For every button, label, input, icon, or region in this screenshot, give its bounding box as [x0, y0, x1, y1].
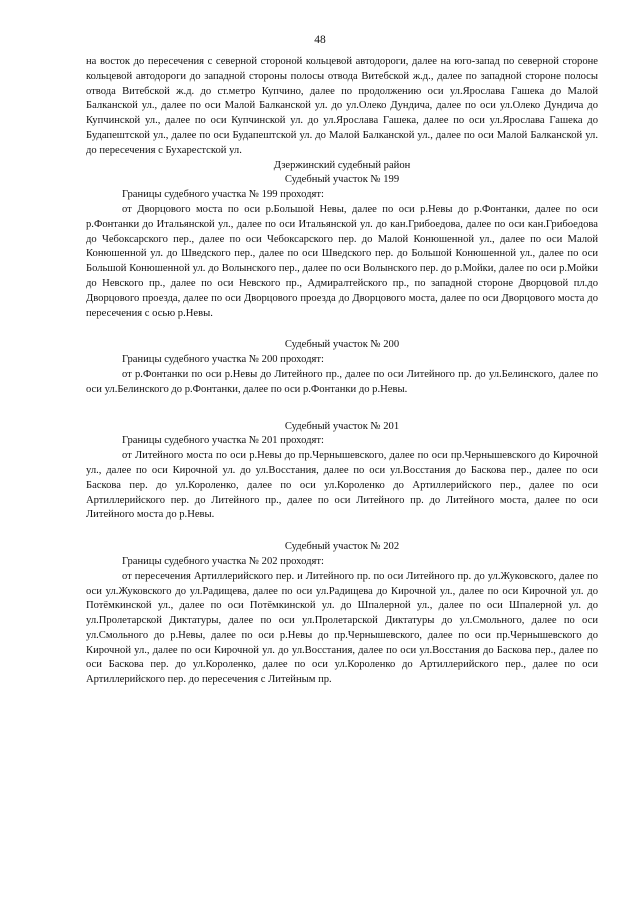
section-202: [86, 540, 598, 688]
section-title: Судебный участок № 201: [284, 420, 400, 432]
section-title: Судебный участок № 199: [284, 174, 400, 186]
section-199: [86, 173, 598, 321]
section-text: от р.Фонтанки по оси р.Невы до Литейного пр., далее по оси Литейного пр. до ул.Белинского, далее по оси ул.Белинского до р.Фонтанки, далее по оси р.Фонтанки до р.Невы.: [86, 368, 598, 395]
intro-paragraph: на восток до пересечения с северной стороной кольцевой автодороги, далее на юго-запад по северной стороне кольцевой автодороги до западной стороны полосы отвода Витебской ж.д., далее по западной стороне полосы отвода Витебской ж.д. до ст.метро Купчино, далее по продолжению оси ул.Ярослава Гашека до Малой Балканской ул., далее по оси Малой Балканской ул. до ул.Олеко Дундича, далее по оси ул.Олеко Дундича до Купчинской ул., далее по оси Купчинской ул. до ул.Ярослава Гашека, далее по оси ул.Ярослава Гашека до Будапештской ул., далее по оси Будапештской ул. до Малой Балканской ул., далее по оси Малой Балканской ул. до пересечения с Бухарестской ул.: [86, 56, 598, 156]
section-subtitle: Границы судебного участка № 201 проходят:: [122, 435, 324, 447]
document-body: [86, 55, 598, 688]
section-subtitle: Границы судебного участка № 199 проходят:: [122, 189, 324, 201]
section-text: от пересечения Артиллерийского пер. и Литейного пр. по оси Литейного пр. до ул.Жуковского, далее по оси ул.Жуковского до ул.Радищева, далее по оси ул.Радищева до Кирочной ул., далее по оси Кирочной ул. до Потёмкинской ул., далее по оси Потёмкинской ул. до Шпалерной ул., далее по оси Шпалерной ул. до ул.Пролетарской Диктатуры, далее по оси ул.Пролетарской Диктатуры до ул.Смольного, далее по оси ул.Смольного до р.Невы, далее по оси р.Невы до пр.Чернышевского, далее по оси пр.Чернышевского до Кирочной ул., далее по оси Кирочной ул. до ул.Восстания, далее по оси ул.Восстания до Баскова пер., далее по оси Баскова пер. до ул.Короленко, далее по оси ул.Короленко до Артиллерийского пер., далее по оси Артиллерийского пер. до пересечения с Литейным пр.: [86, 570, 598, 686]
page-number: 48: [314, 34, 326, 46]
section-subtitle: Границы судебного участка № 202 проходят:: [122, 555, 324, 567]
district-title: Дзержинский судебный район: [273, 159, 411, 171]
section-text: от Литейного моста по оси р.Невы до пр.Чернышевского, далее по оси пр.Чернышевского до Кирочной ул., далее по оси Кирочной ул. до ул.Восстания, далее по оси ул.Восстания до Баскова пер., далее по оси Баскова пер. до ул.Короленко, далее по оси ул.Короленко до Артиллерийского пер., далее по оси Артиллерийского пер. до Литейного пр., далее по оси Литейного пр. до Литейного моста, далее по оси Литейного моста до р.Невы.: [86, 450, 598, 521]
section-subtitle: Границы судебного участка № 200 проходят:: [122, 354, 324, 366]
section-201: [86, 420, 598, 524]
section-title: Судебный участок № 200: [284, 339, 400, 351]
section-title: Судебный участок № 202: [284, 541, 400, 553]
section-200: [86, 338, 598, 397]
section-text: от Дворцового моста по оси р.Большой Невы, далее по оси р.Невы до р.Фонтанки, далее по оси р.Фонтанки до Итальянской ул., далее по оси Итальянской ул. до кан.Грибоедова, далее по оси кан.Грибоедова до Чебоксарского пер., далее по оси Чебоксарского пер. до Малой Конюшенной ул., далее по оси Малой Конюшенной ул. до Шведского пер., далее по оси Шведского пер. до Большой Конюшенной ул., далее по оси Большой Конюшенной ул. до Волынского пер., далее по оси Волынского пер. до р.Мойки, далее по оси р.Мойки до Невского пр., далее по оси Невского пр., Адмиралтейского пр., по западной стороне Дворцовой пл.до Дворцового проезда, далее по оси Дворцового проезда до Дворцового моста, далее по оси Дворцового моста до пересечения с осью р.Невы.: [86, 203, 598, 319]
